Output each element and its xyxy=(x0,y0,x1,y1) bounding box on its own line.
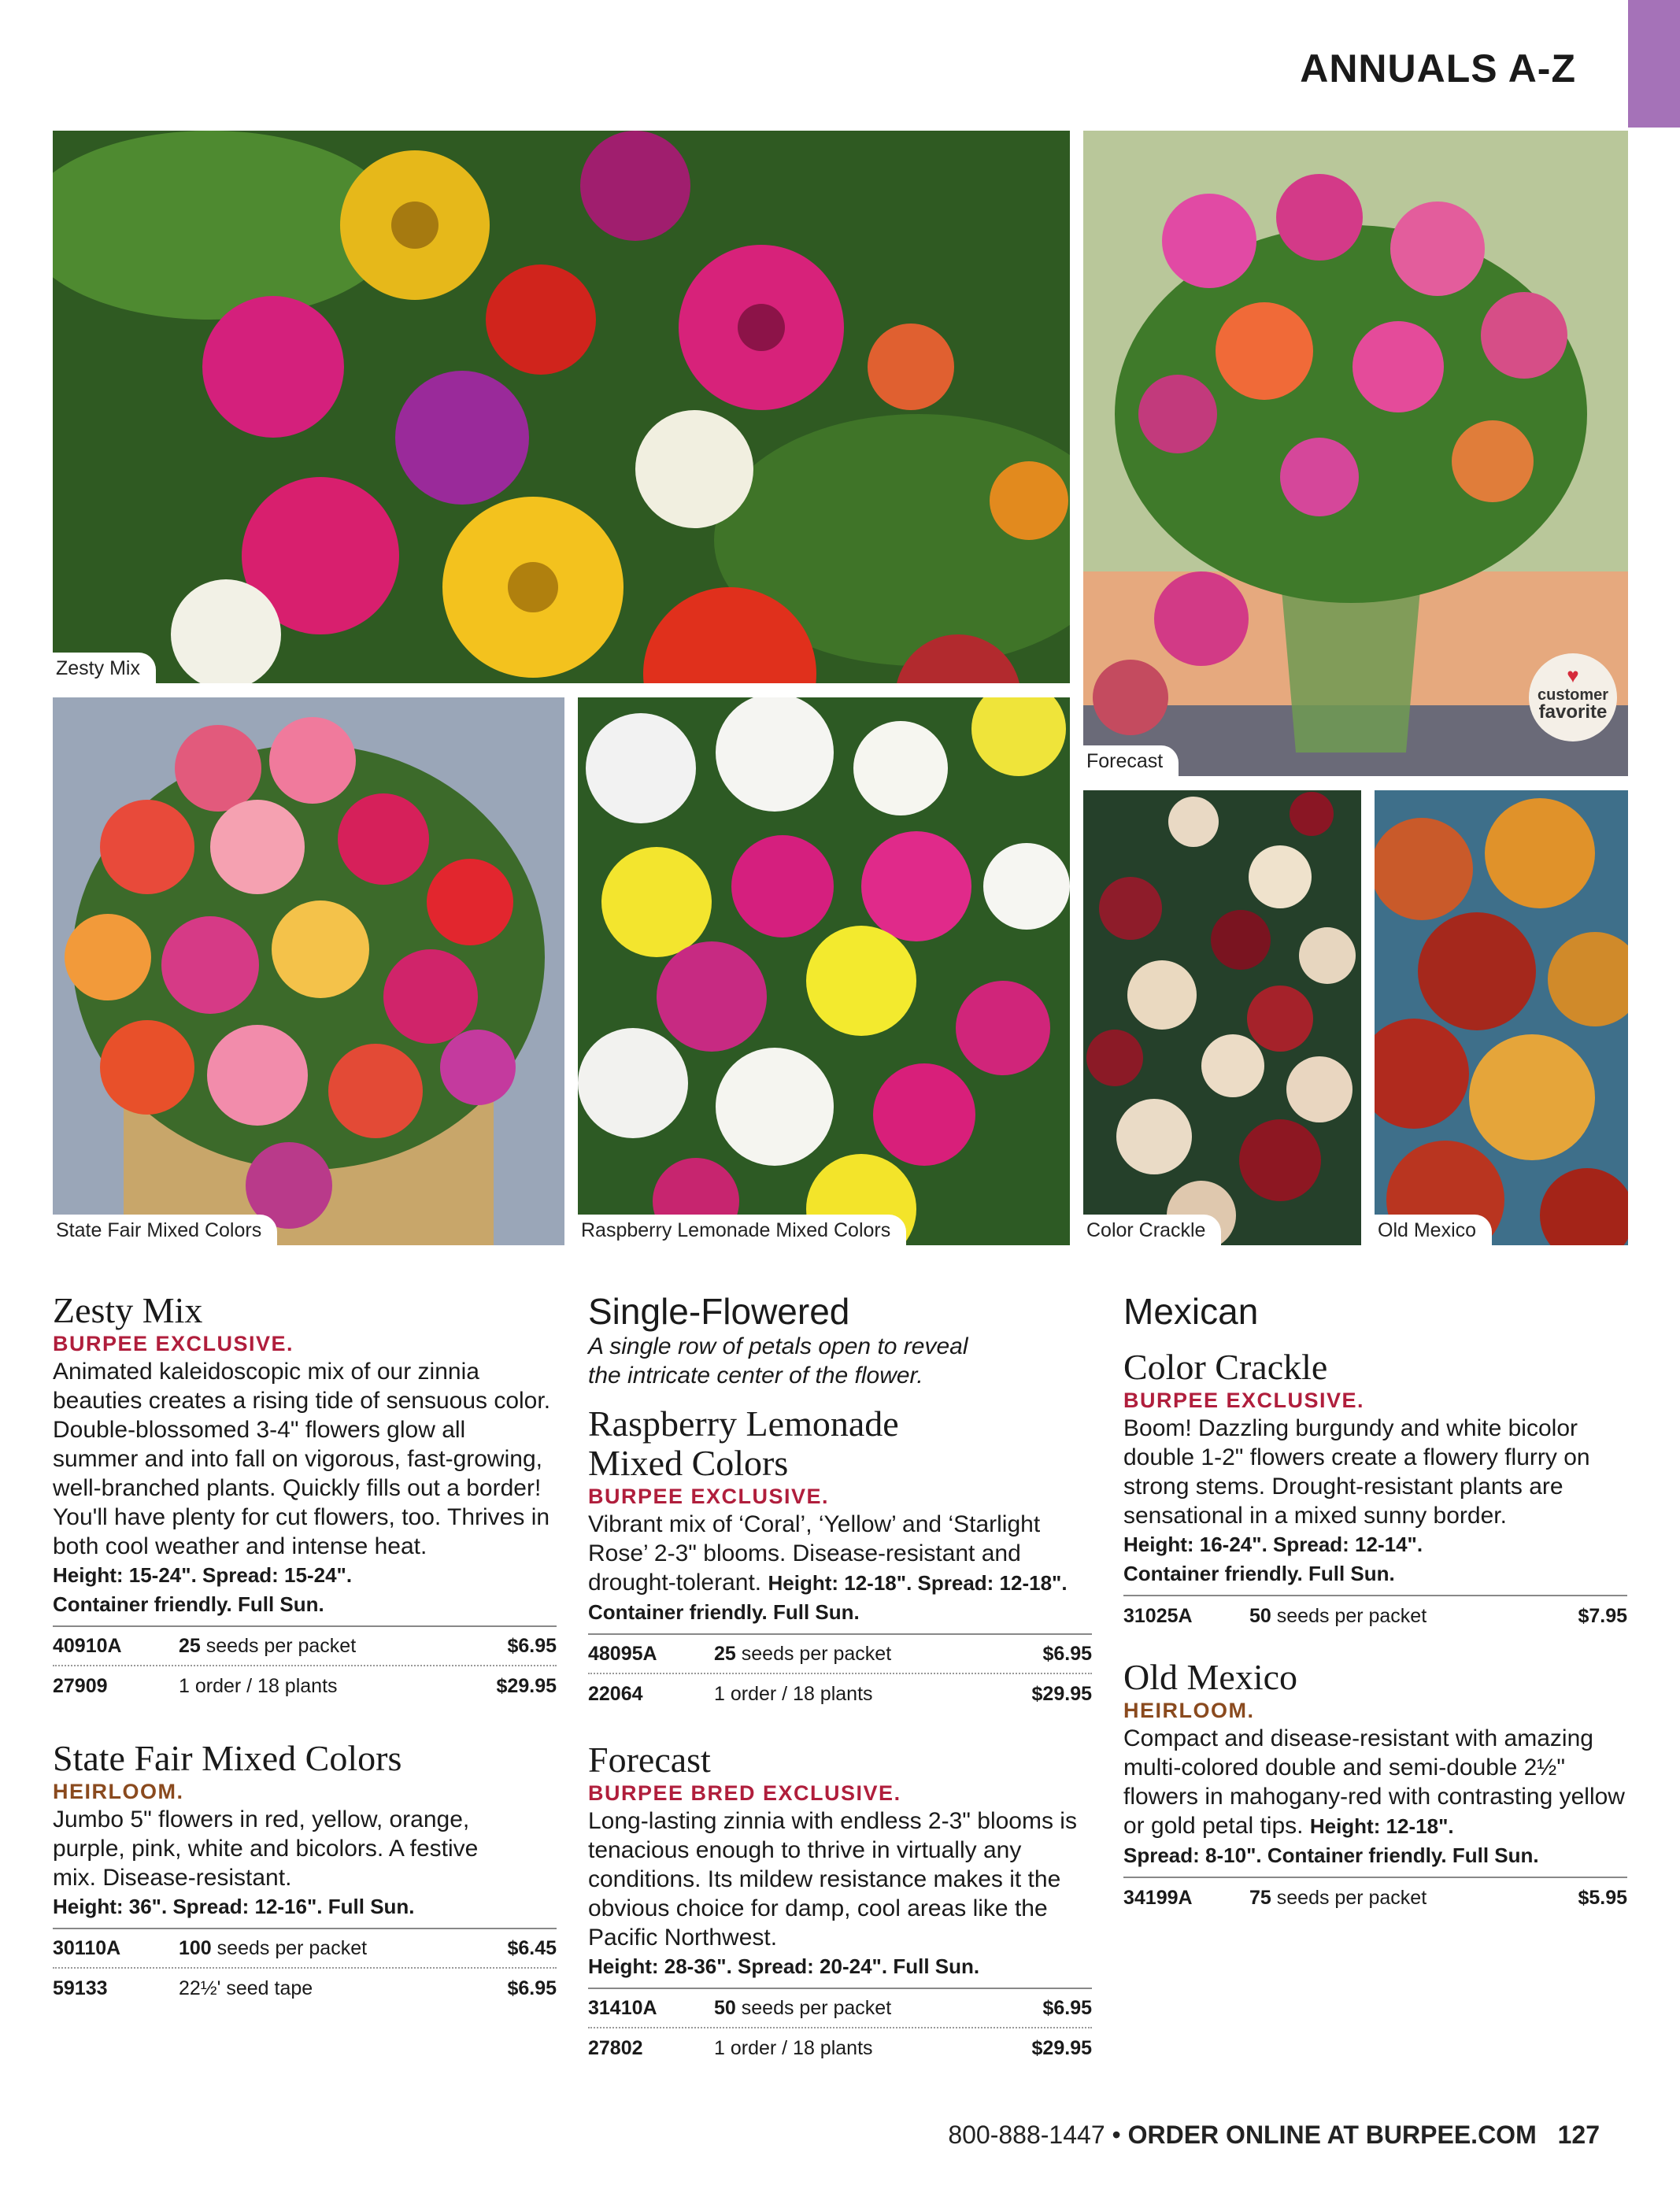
item-price: $29.95 xyxy=(1031,2036,1092,2059)
item-code: 27909 xyxy=(53,1674,108,1697)
footer-phone[interactable]: 800-888-1447 xyxy=(948,2121,1105,2149)
order-row[interactable] xyxy=(53,1929,557,1969)
item-code: 34199A xyxy=(1123,1886,1193,1909)
tag-burpee-exclusive: BURPEE EXCLUSIVE. xyxy=(588,1485,830,1508)
order-row[interactable] xyxy=(1123,1596,1627,1636)
zesty-mix-image xyxy=(53,131,1070,683)
item-desc: 1 order / 18 plants xyxy=(714,2036,873,2059)
spec-height-spread: Height: 15-24". Spread: 15-24". xyxy=(53,1563,353,1587)
product-name-state-fair: State Fair Mixed Colors xyxy=(53,1738,402,1778)
caption-color-crackle: Color Crackle xyxy=(1083,1215,1221,1245)
product-name-zesty-mix: Zesty Mix xyxy=(53,1290,203,1330)
spec-height-spread: Height: 28-36". Spread: 20-24". Full Sun. xyxy=(588,1954,980,1978)
section-intro: A single row of petals open to reveal the intricate center of the flower. xyxy=(588,1333,968,1389)
product-name-raspberry-lemonade: Raspberry Lemonade Mixed Colors xyxy=(588,1403,899,1483)
tag-heirloom: HEIRLOOM. xyxy=(1123,1699,1255,1722)
order-row[interactable] xyxy=(53,1627,557,1666)
description-forecast: Long-lasting zinnia with endless 2-3" blooms is tenacious enough to thrive in virtually any conditions. Its mildew resistance makes it the obvious choice for damp, cool areas like the Pacific Northwest. xyxy=(588,1808,1077,1951)
state-fair-image xyxy=(53,697,564,1245)
item-desc: 75 seeds per packet xyxy=(1249,1886,1427,1909)
order-table-color-crackle xyxy=(1123,1595,1627,1636)
photo-zesty-mix xyxy=(53,131,1070,683)
spec-container: Container friendly. Full Sun. xyxy=(53,1592,324,1616)
column-2 xyxy=(588,1291,1092,2068)
description-raspberry-lemonade: Vibrant mix of ‘Coral’, ‘Yellow’ and ‘Starlight Rose’ 2-3" blooms. Disease-resistant and drought-tolerant. Height: 12-18". Spread: 12-18". xyxy=(588,1511,1068,1596)
item-desc: 50 seeds per packet xyxy=(1249,1604,1427,1627)
item-code: 22064 xyxy=(588,1682,643,1705)
order-row[interactable] xyxy=(588,2028,1092,2068)
order-table-state-fair xyxy=(53,1928,557,2008)
order-table-forecast xyxy=(588,1988,1092,2068)
item-price: $29.95 xyxy=(1031,1682,1092,1705)
order-table-old-mexico xyxy=(1123,1877,1627,1917)
item-code: 48095A xyxy=(588,1642,657,1665)
description-color-crackle: Boom! Dazzling burgundy and white bicolor double 1-2" flowers create a flowery flurry on strong stems. Drought-resistant plants are sensational in a mixed sunny border. xyxy=(1123,1415,1590,1529)
customer-favorite-badge xyxy=(1529,653,1617,741)
badge-line2: favorite xyxy=(1538,701,1608,723)
column-1 xyxy=(53,1291,557,2008)
item-desc: 1 order / 18 plants xyxy=(179,1674,338,1697)
photo-forecast xyxy=(1083,131,1628,776)
spec-height-spread: Height: 12-18". Spread: 12-18". xyxy=(768,1571,1068,1595)
order-row[interactable] xyxy=(588,1635,1092,1674)
spec-height-spread: Height: 36". Spread: 12-16". Full Sun. xyxy=(53,1895,415,1918)
description-state-fair: Jumbo 5" flowers in red, yellow, orange, purple, pink, white and bicolors. A festive mix. Disease-resistant. xyxy=(53,1806,479,1891)
product-name-forecast: Forecast xyxy=(588,1740,711,1780)
item-price: $6.95 xyxy=(1042,1642,1092,1665)
description-zesty-mix: Animated kaleidoscopic mix of our zinnia beauties creates a rising tide of sensuous color. Double-blossomed 3-4" flowers glow all summer and into fall on vigorous, fast-growing, well-branched plants. Quickly fills out a border! You'll have plenty for cut flowers, too. Thrives in both cool weather and intense heat. xyxy=(53,1359,551,1559)
badge-line1: customer xyxy=(1537,686,1609,704)
photo-color-crackle xyxy=(1083,790,1361,1245)
photo-state-fair xyxy=(53,697,564,1245)
item-price: $6.95 xyxy=(507,1977,557,1999)
item-code: 31025A xyxy=(1123,1604,1193,1627)
spec-container: Container friendly. Full Sun. xyxy=(1123,1562,1395,1585)
caption-raspberry-lemonade: Raspberry Lemonade Mixed Colors xyxy=(578,1215,906,1245)
footer xyxy=(948,2121,1600,2150)
order-table-raspberry-lemonade xyxy=(588,1633,1092,1714)
section-heading-single-flowered: Single-Flowered xyxy=(588,1291,850,1332)
order-row[interactable] xyxy=(53,1969,557,2008)
photo-old-mexico xyxy=(1375,790,1628,1245)
spec-height-spread: Height: 16-24". Spread: 12-14". xyxy=(1123,1533,1423,1556)
product-name-color-crackle: Color Crackle xyxy=(1123,1347,1328,1387)
order-row[interactable] xyxy=(588,1674,1092,1714)
order-row[interactable] xyxy=(588,1989,1092,2028)
column-3 xyxy=(1123,1291,1627,1917)
item-price: $6.95 xyxy=(507,1634,557,1657)
item-code: 30110A xyxy=(53,1936,121,1959)
order-row[interactable] xyxy=(1123,1878,1627,1917)
section-heading-mexican: Mexican xyxy=(1123,1291,1259,1332)
item-desc: 50 seeds per packet xyxy=(714,1996,892,2019)
caption-state-fair: State Fair Mixed Colors xyxy=(53,1215,277,1245)
spec-spread-container: Spread: 8-10". Container friendly. Full Sun. xyxy=(1123,1843,1539,1867)
item-price: $29.95 xyxy=(496,1674,557,1697)
spec-container: Container friendly. Full Sun. xyxy=(588,1600,860,1624)
item-price: $6.45 xyxy=(507,1936,557,1959)
caption-forecast: Forecast xyxy=(1083,745,1179,776)
item-code: 40910A xyxy=(53,1634,122,1657)
caption-zesty-mix: Zesty Mix xyxy=(53,653,156,683)
footer-separator: • xyxy=(1112,2121,1121,2149)
item-code: 31410A xyxy=(588,1996,657,2019)
tag-burpee-bred-exclusive: BURPEE BRED EXCLUSIVE. xyxy=(588,1781,901,1805)
page-title: ANNUALS A-Z xyxy=(1300,46,1576,91)
order-row[interactable] xyxy=(53,1666,557,1706)
section-tab xyxy=(1628,0,1680,128)
item-code: 27802 xyxy=(588,2036,643,2059)
color-crackle-image xyxy=(1083,790,1361,1245)
tag-heirloom: HEIRLOOM. xyxy=(53,1780,184,1803)
item-price: $7.95 xyxy=(1578,1604,1627,1627)
heart-icon: ♥ xyxy=(1567,664,1579,687)
item-desc: 100 seeds per packet xyxy=(179,1936,368,1959)
item-desc: 1 order / 18 plants xyxy=(714,1682,873,1705)
item-desc: 22½' seed tape xyxy=(179,1977,313,1999)
item-price: $5.95 xyxy=(1578,1886,1627,1909)
caption-old-mexico: Old Mexico xyxy=(1375,1215,1492,1245)
spec-height: Height: 12-18". xyxy=(1309,1814,1454,1838)
footer-order-online-link[interactable]: ORDER ONLINE AT BURPEE.COM xyxy=(1127,2121,1537,2149)
raspberry-lemonade-image xyxy=(578,697,1070,1245)
old-mexico-image xyxy=(1375,790,1628,1245)
order-table-zesty-mix xyxy=(53,1625,557,1706)
item-desc: 25 seeds per packet xyxy=(179,1634,357,1657)
tag-burpee-exclusive: BURPEE EXCLUSIVE. xyxy=(1123,1389,1365,1412)
item-price: $6.95 xyxy=(1042,1996,1092,2019)
photo-raspberry-lemonade xyxy=(578,697,1070,1245)
page-number: 127 xyxy=(1557,2121,1600,2149)
product-name-old-mexico: Old Mexico xyxy=(1123,1657,1298,1697)
item-code: 59133 xyxy=(53,1977,108,1999)
item-desc: 25 seeds per packet xyxy=(714,1642,892,1665)
tag-burpee-exclusive: BURPEE EXCLUSIVE. xyxy=(53,1332,294,1355)
description-old-mexico: Compact and disease-resistant with amazing multi-colored double and semi-double 2½" flowers in mahogany-red with contrasting yellow or gold petal tips. Height: 12-18". xyxy=(1123,1725,1625,1839)
